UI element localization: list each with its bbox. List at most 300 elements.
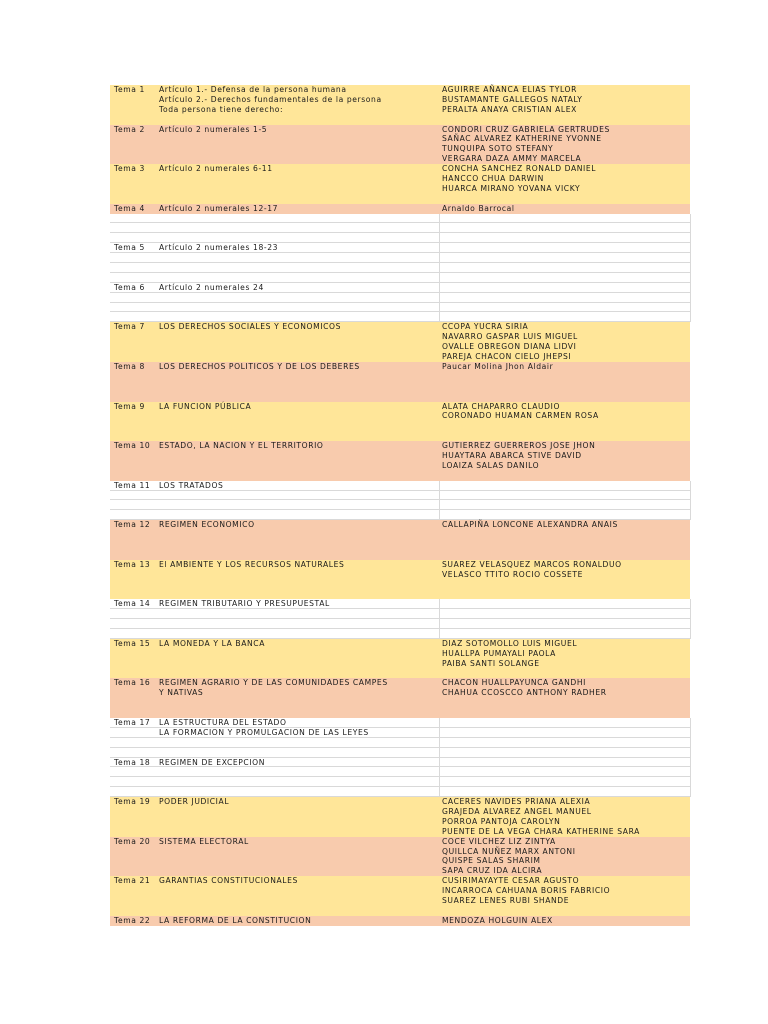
students-cell[interactable]	[440, 184, 690, 194]
tema-cell[interactable]	[112, 332, 156, 342]
topic-cell[interactable]	[157, 491, 440, 501]
cell-text	[112, 392, 114, 401]
topic-cell[interactable]	[157, 471, 439, 481]
students-cell[interactable]	[440, 362, 690, 372]
topic-cell[interactable]	[157, 303, 440, 313]
students-cell[interactable]	[440, 392, 690, 402]
students-cell[interactable]	[440, 411, 690, 421]
tema-cell[interactable]	[112, 491, 156, 501]
cell-text: Artículo 2 numerales 18-23	[159, 243, 279, 253]
students-cell[interactable]	[440, 85, 690, 95]
tema-cell[interactable]	[112, 520, 156, 530]
cell-text: COCE VILCHEZ LIZ ZINTYA	[442, 836, 556, 846]
students-cell[interactable]	[440, 204, 690, 214]
cell-text: Tema 20	[114, 836, 151, 846]
students-cell[interactable]	[440, 530, 690, 540]
tema-cell[interactable]	[112, 461, 156, 471]
tema-cell[interactable]	[112, 787, 156, 797]
topic-cell[interactable]	[157, 392, 439, 402]
cell-text: INCARROCA CAHUANA BORIS FABRICIO	[442, 886, 611, 896]
tema-cell[interactable]	[112, 105, 156, 115]
topic-cell[interactable]	[157, 293, 440, 303]
tema-cell[interactable]	[112, 847, 156, 857]
students-cell[interactable]	[440, 520, 690, 530]
students-cell[interactable]	[440, 105, 690, 115]
tema-cell[interactable]	[112, 777, 156, 787]
tema-cell[interactable]	[112, 263, 156, 273]
students-cell[interactable]	[440, 253, 691, 263]
cell-text	[440, 293, 442, 302]
tema-cell[interactable]	[112, 738, 156, 748]
tema-cell[interactable]	[112, 342, 156, 352]
table-row	[110, 807, 690, 817]
tema-cell[interactable]	[112, 154, 156, 164]
tema-cell[interactable]	[112, 322, 156, 332]
topic-cell[interactable]	[157, 570, 439, 580]
topic-cell[interactable]	[157, 599, 440, 609]
tema-cell[interactable]	[112, 609, 156, 619]
table-row	[110, 510, 690, 520]
tema-cell[interactable]	[112, 649, 156, 659]
topic-cell[interactable]	[157, 678, 439, 688]
students-cell[interactable]	[440, 718, 691, 728]
students-cell[interactable]	[440, 134, 690, 144]
students-cell[interactable]	[440, 322, 690, 332]
topic-cell[interactable]	[157, 767, 440, 777]
students-cell[interactable]	[440, 599, 691, 609]
topic-cell[interactable]	[157, 194, 439, 204]
students-cell[interactable]	[440, 807, 690, 817]
cell-text	[112, 649, 114, 658]
cell-text	[112, 767, 114, 776]
topic-cell[interactable]	[157, 223, 440, 233]
students-cell[interactable]	[440, 115, 690, 125]
tema-cell[interactable]	[112, 767, 156, 777]
topic-cell[interactable]	[157, 411, 439, 421]
students-cell[interactable]	[440, 886, 690, 896]
topic-cell[interactable]	[157, 609, 440, 619]
cell-text	[440, 580, 442, 589]
tema-cell[interactable]	[112, 916, 156, 926]
topic-cell[interactable]	[157, 214, 440, 224]
students-cell[interactable]	[440, 896, 690, 906]
students-cell[interactable]	[440, 372, 690, 382]
students-cell[interactable]	[440, 748, 691, 758]
students-cell[interactable]	[440, 540, 690, 550]
topic-cell[interactable]	[157, 629, 440, 639]
students-cell[interactable]	[440, 550, 690, 560]
students-cell[interactable]	[440, 382, 690, 392]
topic-cell[interactable]	[157, 550, 439, 560]
students-cell[interactable]	[440, 698, 690, 708]
tema-cell[interactable]	[112, 125, 156, 135]
students-cell[interactable]	[440, 342, 690, 352]
students-cell[interactable]	[440, 431, 690, 441]
topic-cell[interactable]	[157, 481, 440, 491]
students-cell[interactable]	[440, 856, 690, 866]
topic-cell[interactable]	[157, 243, 440, 253]
students-cell[interactable]	[440, 847, 690, 857]
tema-cell[interactable]	[112, 441, 156, 451]
tema-cell[interactable]	[112, 669, 156, 679]
tema-cell[interactable]	[112, 560, 156, 570]
tema-cell[interactable]	[112, 510, 156, 520]
tema-cell[interactable]	[112, 95, 156, 105]
students-cell[interactable]	[440, 678, 690, 688]
students-cell[interactable]	[440, 629, 691, 639]
topic-cell[interactable]	[157, 886, 439, 896]
students-cell[interactable]	[440, 609, 691, 619]
topic-cell[interactable]	[157, 312, 440, 322]
tema-cell[interactable]	[112, 688, 156, 698]
tema-cell[interactable]	[112, 550, 156, 560]
topic-cell[interactable]	[157, 688, 439, 698]
topic-cell[interactable]	[157, 619, 440, 629]
students-cell[interactable]	[440, 352, 690, 362]
students-cell[interactable]	[440, 214, 691, 224]
students-cell[interactable]	[440, 510, 691, 520]
tema-cell[interactable]	[112, 589, 156, 599]
students-cell[interactable]	[440, 906, 690, 916]
topic-cell[interactable]	[157, 639, 439, 649]
topic-cell[interactable]	[157, 233, 440, 243]
tema-cell[interactable]	[112, 580, 156, 590]
tema-cell[interactable]	[112, 283, 156, 293]
topic-cell[interactable]	[157, 95, 439, 105]
tema-cell[interactable]	[112, 817, 156, 827]
topic-cell[interactable]	[157, 777, 440, 787]
students-cell[interactable]	[440, 332, 690, 342]
topic-cell[interactable]	[157, 580, 439, 590]
tema-cell[interactable]	[112, 352, 156, 362]
tema-cell[interactable]	[112, 827, 156, 837]
cell-text	[112, 214, 114, 223]
students-cell[interactable]	[440, 461, 690, 471]
table-row	[110, 856, 690, 866]
tema-cell[interactable]	[112, 253, 156, 263]
students-cell[interactable]	[440, 441, 690, 451]
table-row	[110, 639, 690, 649]
topic-cell[interactable]	[157, 204, 439, 214]
topic-cell[interactable]	[157, 125, 439, 135]
tema-cell[interactable]	[112, 233, 156, 243]
students-cell[interactable]	[440, 866, 690, 876]
tema-cell[interactable]	[112, 214, 156, 224]
tema-cell[interactable]	[112, 421, 156, 431]
topic-cell[interactable]	[157, 797, 439, 807]
students-cell[interactable]	[440, 777, 691, 787]
table-row	[110, 619, 690, 629]
students-cell[interactable]	[440, 194, 690, 204]
students-cell[interactable]	[440, 728, 691, 738]
tema-cell[interactable]	[112, 411, 156, 421]
students-cell[interactable]	[440, 402, 690, 412]
cell-text: ALATA CHAPARRO CLAUDIO	[442, 401, 561, 411]
topic-cell[interactable]	[157, 451, 439, 461]
topic-cell[interactable]	[157, 758, 440, 768]
topic-cell[interactable]	[157, 263, 440, 273]
tema-cell[interactable]	[112, 451, 156, 461]
topic-cell[interactable]	[157, 866, 439, 876]
tema-cell[interactable]	[112, 431, 156, 441]
students-cell[interactable]	[440, 174, 690, 184]
students-cell[interactable]	[440, 312, 691, 322]
tema-cell[interactable]	[112, 896, 156, 906]
students-cell[interactable]	[440, 481, 691, 491]
students-cell[interactable]	[440, 827, 690, 837]
topic-cell[interactable]	[157, 431, 439, 441]
topic-cell[interactable]	[157, 273, 440, 283]
topic-cell[interactable]	[157, 698, 439, 708]
students-cell[interactable]	[440, 95, 690, 105]
topic-cell[interactable]	[157, 184, 439, 194]
cell-text	[440, 758, 442, 767]
cell-text: Tema 1	[114, 85, 145, 94]
students-cell[interactable]	[440, 421, 690, 431]
topic-cell[interactable]	[157, 402, 439, 412]
topic-cell[interactable]	[157, 817, 439, 827]
tema-cell[interactable]	[112, 540, 156, 550]
students-cell[interactable]	[440, 223, 691, 233]
topic-cell[interactable]	[157, 322, 439, 332]
tema-cell[interactable]	[112, 728, 156, 738]
tema-cell[interactable]	[112, 471, 156, 481]
students-cell[interactable]	[440, 738, 691, 748]
topic-cell[interactable]	[157, 649, 439, 659]
topic-cell[interactable]	[157, 164, 439, 174]
students-cell[interactable]	[440, 837, 690, 847]
students-cell[interactable]	[440, 876, 690, 886]
tema-cell[interactable]	[112, 876, 156, 886]
tema-cell[interactable]	[112, 500, 156, 510]
students-cell[interactable]	[440, 589, 690, 599]
topic-cell[interactable]	[157, 520, 439, 530]
tema-cell[interactable]	[112, 639, 156, 649]
tema-cell[interactable]	[112, 303, 156, 313]
topic-cell[interactable]	[157, 669, 439, 679]
tema-cell[interactable]	[112, 372, 156, 382]
tema-cell[interactable]	[112, 204, 156, 214]
topic-cell[interactable]	[157, 906, 439, 916]
cell-text: LOS TRATADOS	[159, 480, 224, 490]
topic-cell[interactable]	[157, 659, 439, 669]
cell-text	[157, 144, 159, 153]
topic-cell[interactable]	[157, 115, 439, 125]
students-cell[interactable]	[440, 619, 691, 629]
table-row	[110, 758, 690, 768]
table-row	[110, 570, 690, 580]
tema-cell[interactable]	[112, 243, 156, 253]
tema-cell[interactable]	[112, 530, 156, 540]
tema-cell[interactable]	[112, 906, 156, 916]
cell-text: NAVARRO GASPAR LUIS MIGUEL	[442, 332, 578, 342]
students-cell[interactable]	[440, 797, 690, 807]
table-row	[110, 85, 690, 95]
tema-cell[interactable]	[112, 362, 156, 372]
cell-text	[112, 372, 114, 381]
topic-cell[interactable]	[157, 421, 439, 431]
topic-cell[interactable]	[157, 461, 439, 471]
tema-cell[interactable]	[112, 392, 156, 402]
tema-cell[interactable]	[112, 164, 156, 174]
table-row	[110, 204, 690, 214]
students-cell[interactable]	[440, 649, 690, 659]
students-cell[interactable]	[440, 451, 690, 461]
students-cell[interactable]	[440, 303, 691, 313]
topic-cell[interactable]	[157, 530, 439, 540]
topic-cell[interactable]	[157, 589, 439, 599]
cell-text	[112, 105, 114, 114]
topic-cell[interactable]	[157, 876, 439, 886]
topic-cell[interactable]	[157, 253, 440, 263]
topic-cell[interactable]	[157, 916, 439, 926]
topic-cell[interactable]	[157, 787, 440, 797]
tema-cell[interactable]	[112, 659, 156, 669]
topic-cell[interactable]	[157, 718, 440, 728]
topic-cell[interactable]	[157, 283, 440, 293]
tema-cell[interactable]	[112, 807, 156, 817]
cell-text	[157, 827, 159, 836]
topic-cell[interactable]	[157, 807, 439, 817]
students-cell[interactable]	[440, 154, 690, 164]
students-cell[interactable]	[440, 491, 691, 501]
tema-cell[interactable]	[112, 698, 156, 708]
cell-text: AGUIRRE AÑANCA ELIAS TYLOR	[442, 85, 577, 94]
table-row	[110, 431, 690, 441]
cell-text	[157, 629, 159, 638]
tema-cell[interactable]	[112, 223, 156, 233]
table-row	[110, 916, 690, 926]
topic-cell[interactable]	[157, 827, 439, 837]
topic-cell[interactable]	[157, 105, 439, 115]
tema-cell[interactable]	[112, 758, 156, 768]
tema-cell[interactable]	[112, 134, 156, 144]
topic-cell[interactable]	[157, 382, 439, 392]
tema-cell[interactable]	[112, 748, 156, 758]
tema-cell[interactable]	[112, 678, 156, 688]
cell-text	[440, 787, 442, 796]
cell-text: Tema 22	[114, 915, 151, 925]
tema-cell[interactable]	[112, 570, 156, 580]
topic-cell[interactable]	[157, 134, 439, 144]
students-cell[interactable]	[440, 916, 690, 926]
topic-cell[interactable]	[157, 540, 439, 550]
topic-cell[interactable]	[157, 837, 439, 847]
table-row	[110, 342, 690, 352]
students-cell[interactable]	[440, 659, 690, 669]
cell-text	[157, 174, 159, 183]
tema-cell[interactable]	[112, 866, 156, 876]
topic-cell[interactable]	[157, 510, 440, 520]
students-cell[interactable]	[440, 144, 690, 154]
students-cell[interactable]	[440, 233, 691, 243]
topic-cell[interactable]	[157, 372, 439, 382]
topic-cell[interactable]	[157, 362, 439, 372]
cell-text: REGIMEN AGRARIO Y DE LAS COMUNIDADES CAMPES	[159, 678, 388, 688]
cell-text	[112, 540, 114, 549]
students-cell[interactable]	[440, 560, 690, 570]
table-row	[110, 134, 690, 144]
tema-cell[interactable]	[112, 115, 156, 125]
topic-cell[interactable]	[157, 332, 439, 342]
topic-cell[interactable]	[157, 738, 440, 748]
students-cell[interactable]	[440, 125, 690, 135]
students-cell[interactable]	[440, 471, 690, 481]
tema-cell[interactable]	[112, 144, 156, 154]
topic-cell[interactable]	[157, 85, 439, 95]
students-cell[interactable]	[440, 263, 691, 273]
students-cell[interactable]	[440, 580, 690, 590]
topic-cell[interactable]	[157, 174, 439, 184]
topic-cell[interactable]	[157, 847, 439, 857]
cell-text	[157, 461, 159, 470]
tema-cell[interactable]	[112, 619, 156, 629]
students-cell[interactable]	[440, 273, 691, 283]
tema-cell[interactable]	[112, 273, 156, 283]
tema-cell[interactable]	[112, 382, 156, 392]
students-cell[interactable]	[440, 293, 691, 303]
tema-block	[110, 85, 690, 125]
cell-text: Artículo 2 numerales 12-17	[159, 203, 279, 213]
tema-cell[interactable]	[112, 194, 156, 204]
topic-cell[interactable]	[157, 748, 440, 758]
tema-cell[interactable]	[112, 85, 156, 95]
tema-cell[interactable]	[112, 629, 156, 639]
cell-text	[157, 589, 159, 598]
tema-cell[interactable]	[112, 402, 156, 412]
students-cell[interactable]	[440, 708, 690, 718]
tema-cell[interactable]	[112, 481, 156, 491]
tema-cell[interactable]	[112, 718, 156, 728]
tema-cell[interactable]	[112, 312, 156, 322]
tema-cell[interactable]	[112, 293, 156, 303]
students-cell[interactable]	[440, 817, 690, 827]
students-cell[interactable]	[440, 500, 691, 510]
cell-text: HUARCA MIRANO YOVANA VICKY	[442, 183, 581, 193]
students-cell[interactable]	[440, 570, 690, 580]
tema-cell[interactable]	[112, 837, 156, 847]
students-cell[interactable]	[440, 767, 691, 777]
tema-cell[interactable]	[112, 856, 156, 866]
topic-cell[interactable]	[157, 144, 439, 154]
students-cell[interactable]	[440, 787, 691, 797]
topic-cell[interactable]	[157, 342, 439, 352]
tema-block	[110, 639, 690, 679]
students-cell[interactable]	[440, 669, 690, 679]
topic-cell[interactable]	[157, 896, 439, 906]
topic-cell[interactable]	[157, 154, 439, 164]
students-cell[interactable]	[440, 164, 690, 174]
tema-cell[interactable]	[112, 184, 156, 194]
tema-cell[interactable]	[112, 886, 156, 896]
tema-cell[interactable]	[112, 797, 156, 807]
students-cell[interactable]	[440, 639, 690, 649]
tema-cell[interactable]	[112, 599, 156, 609]
topic-cell[interactable]	[157, 441, 439, 451]
topic-cell[interactable]	[157, 708, 439, 718]
topic-cell[interactable]	[157, 560, 439, 570]
topic-cell[interactable]	[157, 856, 439, 866]
tema-cell[interactable]	[112, 708, 156, 718]
students-cell[interactable]	[440, 283, 691, 293]
topic-cell[interactable]	[157, 728, 440, 738]
tema-cell[interactable]	[112, 174, 156, 184]
students-cell[interactable]	[440, 758, 691, 768]
topic-cell[interactable]	[157, 500, 440, 510]
students-cell[interactable]	[440, 243, 691, 253]
topic-cell[interactable]	[157, 352, 439, 362]
students-cell[interactable]	[440, 688, 690, 698]
